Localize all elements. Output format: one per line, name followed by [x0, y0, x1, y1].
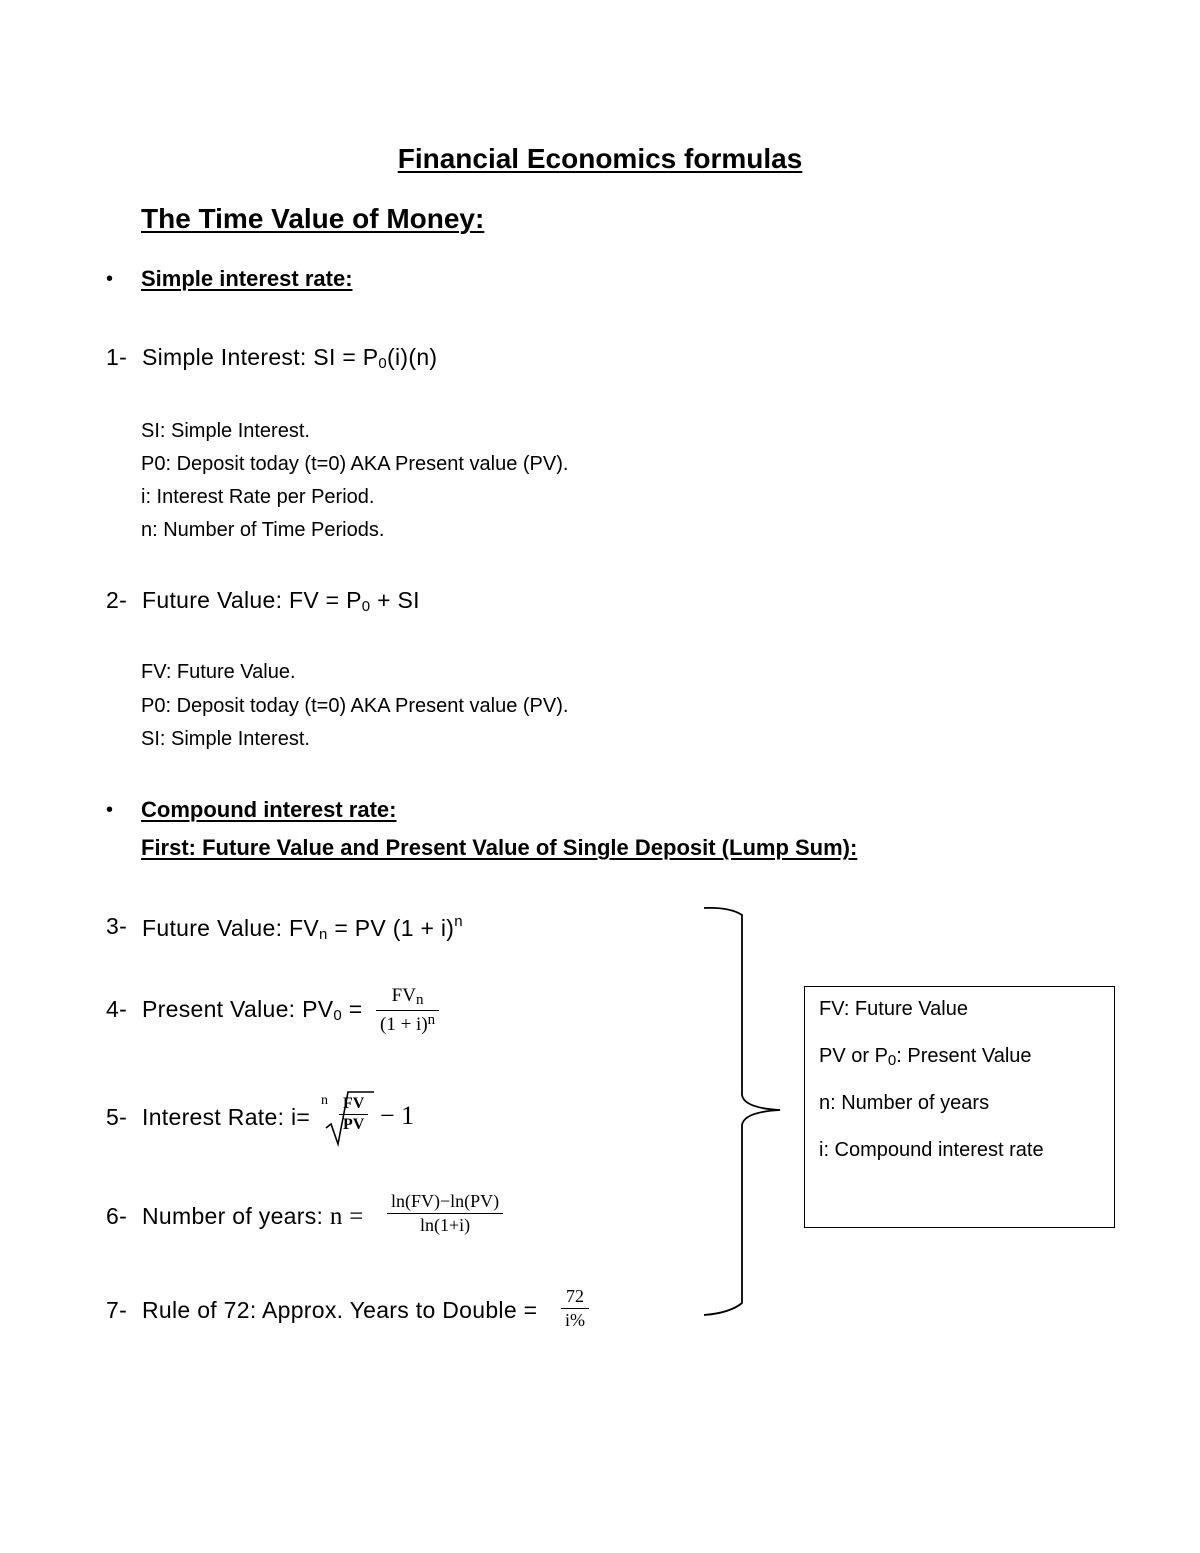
formula-7-numerator: 72 — [566, 1286, 584, 1306]
formula-4-number: 4- — [106, 996, 128, 1022]
formula-5-tail: − 1 — [380, 1101, 415, 1130]
formula-4 — [142, 996, 362, 1024]
formula-6-label: Number of years: — [142, 1203, 324, 1229]
formula-4-denominator-sup: n — [427, 1012, 436, 1028]
bullet-icon: • — [106, 268, 114, 290]
formula-4-numerator-sub: n — [415, 992, 424, 1008]
formula-3-rhs: = PV (1 + i) — [334, 915, 455, 941]
formula-6 — [142, 1203, 364, 1231]
formula-1-expr: SI = P — [313, 344, 379, 370]
curly-brace-icon — [700, 905, 790, 1320]
formula-5-lhs: i= — [290, 1104, 311, 1130]
legend-box — [804, 986, 1115, 1228]
formula-6-numerator: ln(FV)−ln(PV) — [391, 1191, 500, 1211]
definition-line: i: Interest Rate per Period. — [141, 486, 375, 508]
formula-5-label: Interest Rate: — [142, 1104, 285, 1130]
formula-7-number: 7- — [106, 1297, 128, 1323]
formula-3-number: 3- — [106, 913, 128, 939]
formula-2-tail: + SI — [377, 587, 420, 613]
legend-pv-sub: 0 — [887, 1052, 897, 1069]
formula-5-denominator: PV — [339, 1114, 368, 1134]
formula-5-root-index: n — [321, 1093, 328, 1108]
formula-5 — [142, 1104, 310, 1131]
formula-5-fraction — [339, 1095, 368, 1134]
formula-2-number: 2- — [106, 587, 128, 613]
legend-pv — [819, 1045, 1032, 1069]
definition-line: FV: Future Value. — [141, 661, 296, 683]
formula-2-label: Future Value: — [142, 587, 283, 613]
formula-4-lhs: PV — [302, 996, 334, 1022]
formula-3 — [142, 913, 463, 943]
legend-fv: FV: Future Value — [819, 998, 968, 1020]
formula-2-sub: 0 — [361, 598, 371, 615]
formula-3-lhs-sub: n — [318, 926, 328, 943]
formula-4-label: Present Value: — [142, 996, 296, 1022]
formula-6-denominator: ln(1+i) — [387, 1213, 503, 1236]
formula-7-fraction — [561, 1286, 589, 1331]
definition-line: n: Number of Time Periods. — [141, 519, 385, 541]
formula-6-fraction — [387, 1191, 503, 1236]
compound-interest-heading: Compound interest rate: — [141, 797, 397, 822]
formula-1-tail: (i)(n) — [387, 344, 438, 370]
bullet-icon: • — [106, 799, 114, 821]
definition-line: P0: Deposit today (t=0) AKA Present value (PV). — [141, 453, 569, 475]
lump-sum-heading: First: Future Value and Present Value of Single Deposit (Lump Sum): — [141, 835, 858, 860]
formula-7-label: Rule of 72: Approx. Years to Double = — [142, 1297, 538, 1323]
legend-n: n: Number of years — [819, 1092, 990, 1114]
section-title: The Time Value of Money: — [141, 203, 485, 234]
formula-4-lhs-sub: 0 — [333, 1007, 343, 1024]
formula-6-lhs: n = — [329, 1203, 364, 1230]
formula-2 — [142, 587, 420, 615]
legend-i: i: Compound interest rate — [819, 1139, 1044, 1161]
formula-1 — [142, 344, 437, 372]
document-title: Financial Economics formulas — [397, 143, 803, 174]
formula-3-label: Future Value: — [142, 915, 283, 941]
formula-7-denominator: i% — [561, 1308, 589, 1331]
formula-3-lhs: FV — [288, 915, 319, 941]
formula-5-number: 5- — [106, 1104, 128, 1130]
formula-3-sup: n — [454, 913, 463, 930]
formula-1-number: 1- — [106, 344, 128, 370]
formula-1-label: Simple Interest: — [142, 344, 307, 370]
definition-line: SI: Simple Interest. — [141, 728, 310, 750]
definition-line: SI: Simple Interest. — [141, 420, 310, 442]
formula-1-sub: 0 — [378, 355, 388, 372]
formula-4-denominator: (1 + i) — [380, 1014, 428, 1035]
formula-4-fraction — [376, 985, 439, 1036]
definition-line: P0: Deposit today (t=0) AKA Present value (PV). — [141, 695, 569, 717]
legend-pv-post: : Present Value — [896, 1045, 1032, 1067]
formula-4-eq: = — [348, 996, 363, 1022]
formula-5-numerator: FV — [343, 1095, 365, 1112]
simple-interest-heading: Simple interest rate: — [141, 266, 353, 291]
formula-2-expr: FV = P — [288, 587, 362, 613]
formula-4-numerator: FV — [391, 985, 416, 1006]
legend-pv-pre: PV or P — [819, 1045, 888, 1067]
formula-6-number: 6- — [106, 1203, 128, 1229]
